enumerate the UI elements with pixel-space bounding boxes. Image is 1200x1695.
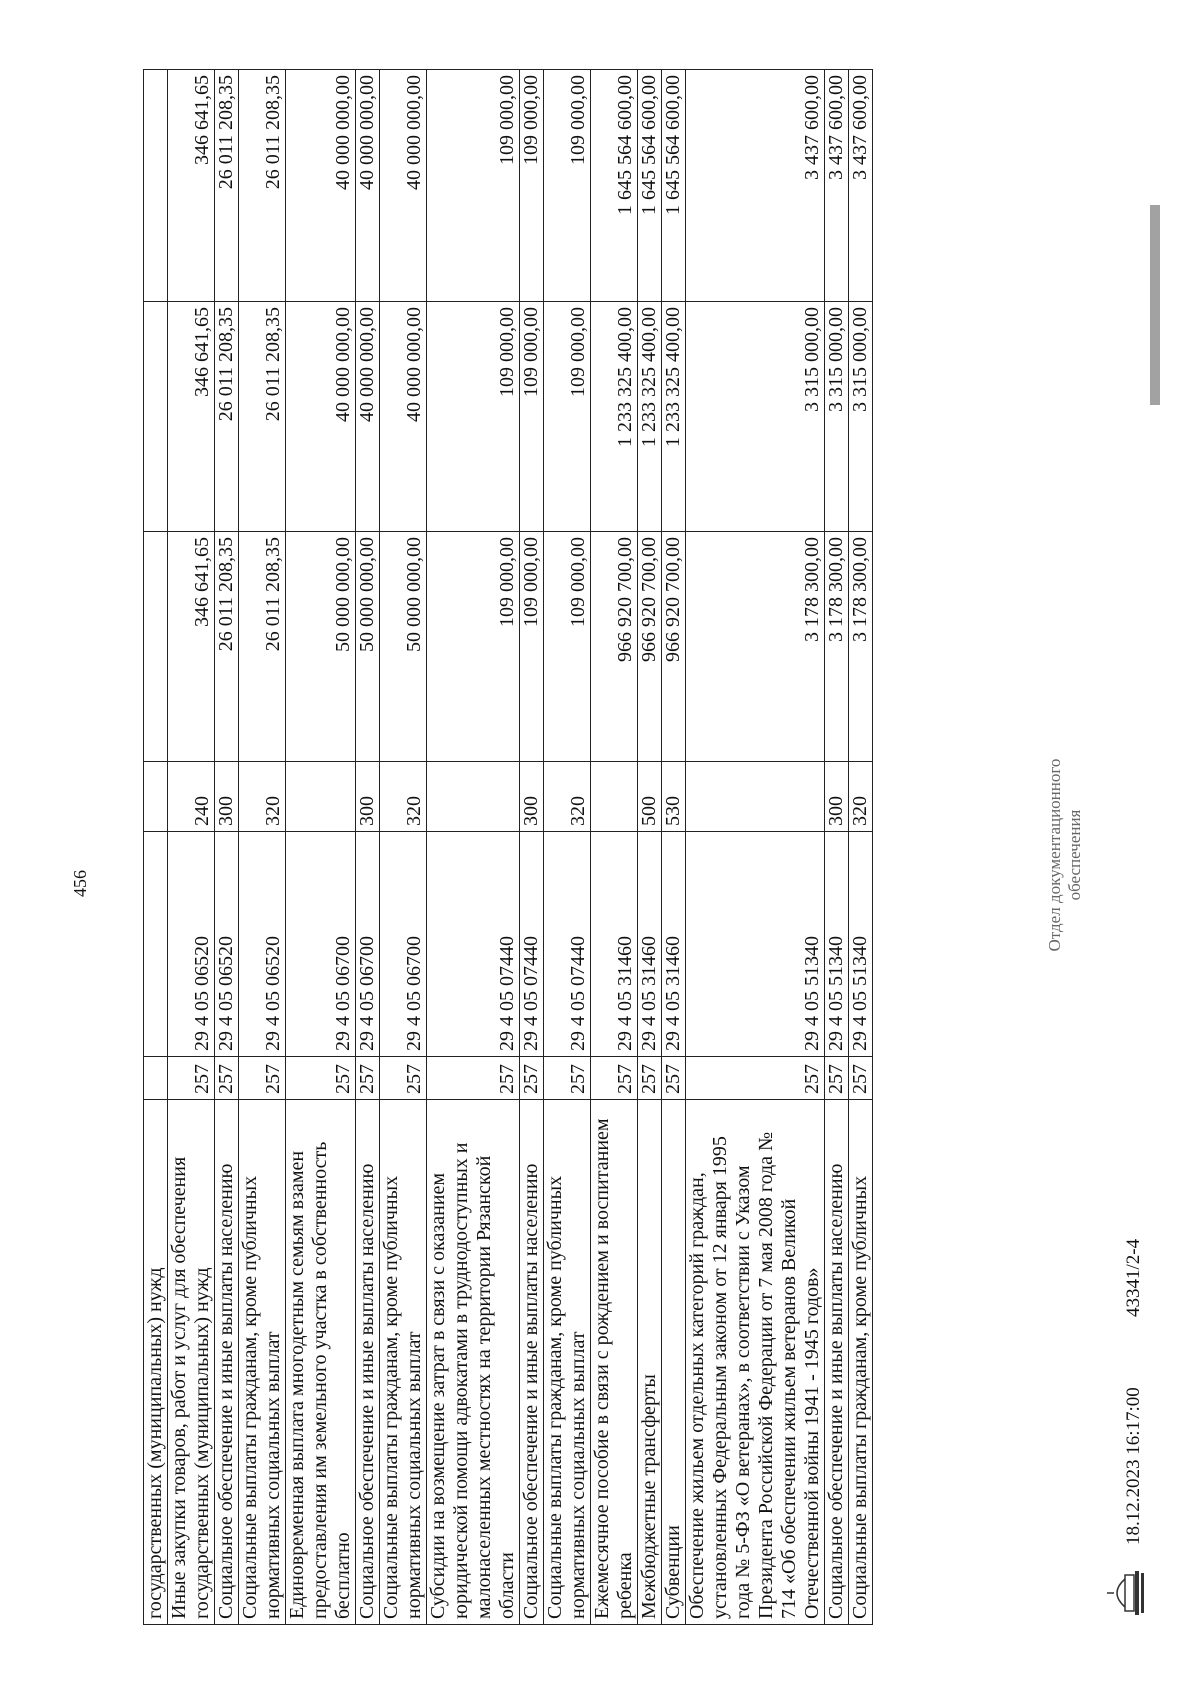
cell-value-1: 109 000,00	[544, 532, 591, 762]
cell-value-2	[144, 302, 168, 532]
cell-vr: 320	[544, 762, 591, 832]
cell-value-2: 109 000,00	[520, 302, 544, 532]
cell-value-3: 3 437 600,00	[849, 70, 873, 302]
cell-vr: 500	[638, 762, 662, 832]
table-row	[591, 70, 638, 1625]
cell-vr: 530	[662, 762, 686, 832]
page-number: 456	[70, 870, 90, 897]
cell-value-3: 40 000 000,00	[380, 70, 427, 302]
cell-gr: 257	[380, 1057, 427, 1100]
cell-csr: 29 4 05 07440	[544, 832, 591, 1057]
cell-gr: 257	[356, 1057, 380, 1100]
cell-value-2: 40 000 000,00	[356, 302, 380, 532]
cell-vr	[144, 762, 168, 832]
cell-csr: 29 4 05 06700	[286, 832, 356, 1057]
cell-gr: 257	[825, 1057, 849, 1100]
cell-value-1: 3 178 300,00	[686, 532, 825, 762]
cell-value-3: 40 000 000,00	[286, 70, 356, 302]
cell-value-3: 1 645 564 600,00	[638, 70, 662, 302]
table-row	[286, 70, 356, 1625]
cell-csr: 29 4 05 31460	[591, 832, 638, 1057]
cell-value-3	[144, 70, 168, 302]
cell-value-1: 50 000 000,00	[356, 532, 380, 762]
cell-vr	[286, 762, 356, 832]
cell-csr: 29 4 05 06700	[356, 832, 380, 1057]
cell-value-3: 109 000,00	[427, 70, 520, 302]
cell-value-1: 26 011 208,35	[239, 532, 286, 762]
cell-csr: 29 4 05 51340	[849, 832, 873, 1057]
cell-name: Социальное обеспечение и иные выплаты населению	[520, 1100, 544, 1625]
cell-csr	[144, 832, 168, 1057]
cell-value-1: 3 178 300,00	[849, 532, 873, 762]
cell-gr: 257	[215, 1057, 239, 1100]
cell-gr: 257	[591, 1057, 638, 1100]
cell-name: Социальные выплаты гражданам, кроме публичных	[849, 1100, 873, 1625]
cell-value-1: 346 641,65	[168, 532, 215, 762]
stamp-line-1: Отдел документационного	[1045, 758, 1064, 952]
cell-vr: 320	[849, 762, 873, 832]
cell-name: Единовременная выплата многодетным семьям взамен предоставления им земельного участка в собственность бесплатно	[286, 1100, 356, 1625]
cell-value-1	[144, 532, 168, 762]
cell-value-1: 109 000,00	[427, 532, 520, 762]
table-row	[168, 70, 215, 1625]
cell-value-3: 26 011 208,35	[215, 70, 239, 302]
cell-vr: 300	[215, 762, 239, 832]
cell-value-1: 3 178 300,00	[825, 532, 849, 762]
cell-value-2: 26 011 208,35	[215, 302, 239, 532]
table-row	[686, 70, 825, 1625]
cell-value-3: 346 641,65	[168, 70, 215, 302]
cell-csr: 29 4 05 51340	[686, 832, 825, 1057]
cell-vr: 300	[520, 762, 544, 832]
cell-csr: 29 4 05 06520	[168, 832, 215, 1057]
table-row	[144, 70, 168, 1625]
cell-gr	[144, 1057, 168, 1100]
cell-csr: 29 4 05 07440	[427, 832, 520, 1057]
cell-gr: 257	[168, 1057, 215, 1100]
cell-value-1: 966 920 700,00	[662, 532, 686, 762]
table-row	[215, 70, 239, 1625]
table-row	[356, 70, 380, 1625]
cell-gr: 257	[544, 1057, 591, 1100]
cell-value-2: 1 233 325 400,00	[662, 302, 686, 532]
cell-gr: 257	[638, 1057, 662, 1100]
cell-value-3: 109 000,00	[544, 70, 591, 302]
department-stamp	[1045, 735, 1085, 975]
cell-value-1: 966 920 700,00	[591, 532, 638, 762]
cell-vr: 300	[356, 762, 380, 832]
cell-csr: 29 4 05 06520	[215, 832, 239, 1057]
cell-name: Иные закупки товаров, работ и услуг для обеспечения государственных (муниципальных) нужд	[168, 1100, 215, 1625]
table-body	[144, 70, 873, 1625]
cell-gr: 257	[849, 1057, 873, 1100]
table-row	[825, 70, 849, 1625]
footer-doc-code: 43341/2-4	[1123, 1238, 1144, 1317]
cell-name: Социальное обеспечение и иные выплаты населению	[215, 1100, 239, 1625]
cell-name: Социальное обеспечение и иные выплаты населению	[356, 1100, 380, 1625]
cell-value-2: 3 315 000,00	[825, 302, 849, 532]
table-row	[239, 70, 286, 1625]
cell-gr: 257	[239, 1057, 286, 1100]
cell-vr: 240	[168, 762, 215, 832]
cell-csr: 29 4 05 51340	[825, 832, 849, 1057]
cell-gr: 257	[662, 1057, 686, 1100]
cell-value-1: 109 000,00	[520, 532, 544, 762]
cell-value-2: 40 000 000,00	[380, 302, 427, 532]
cell-value-1: 966 920 700,00	[638, 532, 662, 762]
table-row	[849, 70, 873, 1625]
cell-value-2: 346 641,65	[168, 302, 215, 532]
table-row	[380, 70, 427, 1625]
budget-table	[143, 69, 873, 1625]
cell-value-2: 109 000,00	[544, 302, 591, 532]
footer-date: 18.12.2023 16:17:00	[1123, 1387, 1144, 1545]
cell-value-3: 1 645 564 600,00	[591, 70, 638, 302]
cell-vr: 300	[825, 762, 849, 832]
cell-name: Субсидии на возмещение затрат в связи с оказанием юридической помощи адвокатами в труднодоступных и малонаселенных местностях на территории Рязанской области	[427, 1100, 520, 1625]
cell-value-2: 1 233 325 400,00	[638, 302, 662, 532]
cell-value-3: 1 645 564 600,00	[662, 70, 686, 302]
stamp-line-2: обеспечения	[1065, 809, 1084, 901]
cell-value-2: 40 000 000,00	[286, 302, 356, 532]
cell-value-3: 26 011 208,35	[239, 70, 286, 302]
cell-value-2: 26 011 208,35	[239, 302, 286, 532]
cell-vr	[686, 762, 825, 832]
table-row	[544, 70, 591, 1625]
table-row	[520, 70, 544, 1625]
cell-value-1: 50 000 000,00	[380, 532, 427, 762]
cell-vr: 320	[239, 762, 286, 832]
cell-value-3: 40 000 000,00	[356, 70, 380, 302]
cell-value-2: 3 315 000,00	[686, 302, 825, 532]
cell-name: Социальные выплаты гражданам, кроме публичных нормативных социальных выплат	[380, 1100, 427, 1625]
cell-value-3: 3 437 600,00	[825, 70, 849, 302]
table-row	[427, 70, 520, 1625]
cell-name: государственных (муниципальных) нужд	[144, 1100, 168, 1625]
cell-name: Обеспечение жильем отдельных категорий граждан, установленных Федеральным законом от 12 января 1995 года № 5-ФЗ «О ветеранах», в соответствии с Указом Президента Российской Федерации от 7 мая 2008 года № 714 «Об обеспечении жильем ветеранов Великой Отечественной войны 1941 - 1945 годов»	[686, 1100, 825, 1625]
cell-name: Субвенции	[662, 1100, 686, 1625]
cell-csr: 29 4 05 31460	[662, 832, 686, 1057]
cell-csr: 29 4 05 31460	[638, 832, 662, 1057]
cell-vr: 320	[380, 762, 427, 832]
cell-vr	[591, 762, 638, 832]
cell-csr: 29 4 05 06520	[239, 832, 286, 1057]
cell-gr: 257	[286, 1057, 356, 1100]
cell-name: Социальные выплаты гражданам, кроме публичных нормативных социальных выплат	[239, 1100, 286, 1625]
cell-value-1: 26 011 208,35	[215, 532, 239, 762]
cell-name: Социальные выплаты гражданам, кроме публичных нормативных социальных выплат	[544, 1100, 591, 1625]
cell-value-2: 109 000,00	[427, 302, 520, 532]
table-row	[638, 70, 662, 1625]
cell-name: Межбюджетные трансферты	[638, 1100, 662, 1625]
emblem-icon	[1105, 1563, 1155, 1623]
cell-csr: 29 4 05 07440	[520, 832, 544, 1057]
scan-edge-artifact	[1150, 205, 1160, 405]
cell-value-2: 1 233 325 400,00	[591, 302, 638, 532]
cell-gr: 257	[686, 1057, 825, 1100]
cell-value-3: 109 000,00	[520, 70, 544, 302]
cell-gr: 257	[427, 1057, 520, 1100]
cell-value-1: 50 000 000,00	[286, 532, 356, 762]
cell-value-2: 3 315 000,00	[849, 302, 873, 532]
cell-gr: 257	[520, 1057, 544, 1100]
cell-name: Ежемесячное пособие в связи с рождением и воспитанием ребенка	[591, 1100, 638, 1625]
cell-name: Социальное обеспечение и иные выплаты населению	[825, 1100, 849, 1625]
cell-value-3: 3 437 600,00	[686, 70, 825, 302]
cell-csr: 29 4 05 06700	[380, 832, 427, 1057]
table-row	[662, 70, 686, 1625]
cell-vr	[427, 762, 520, 832]
